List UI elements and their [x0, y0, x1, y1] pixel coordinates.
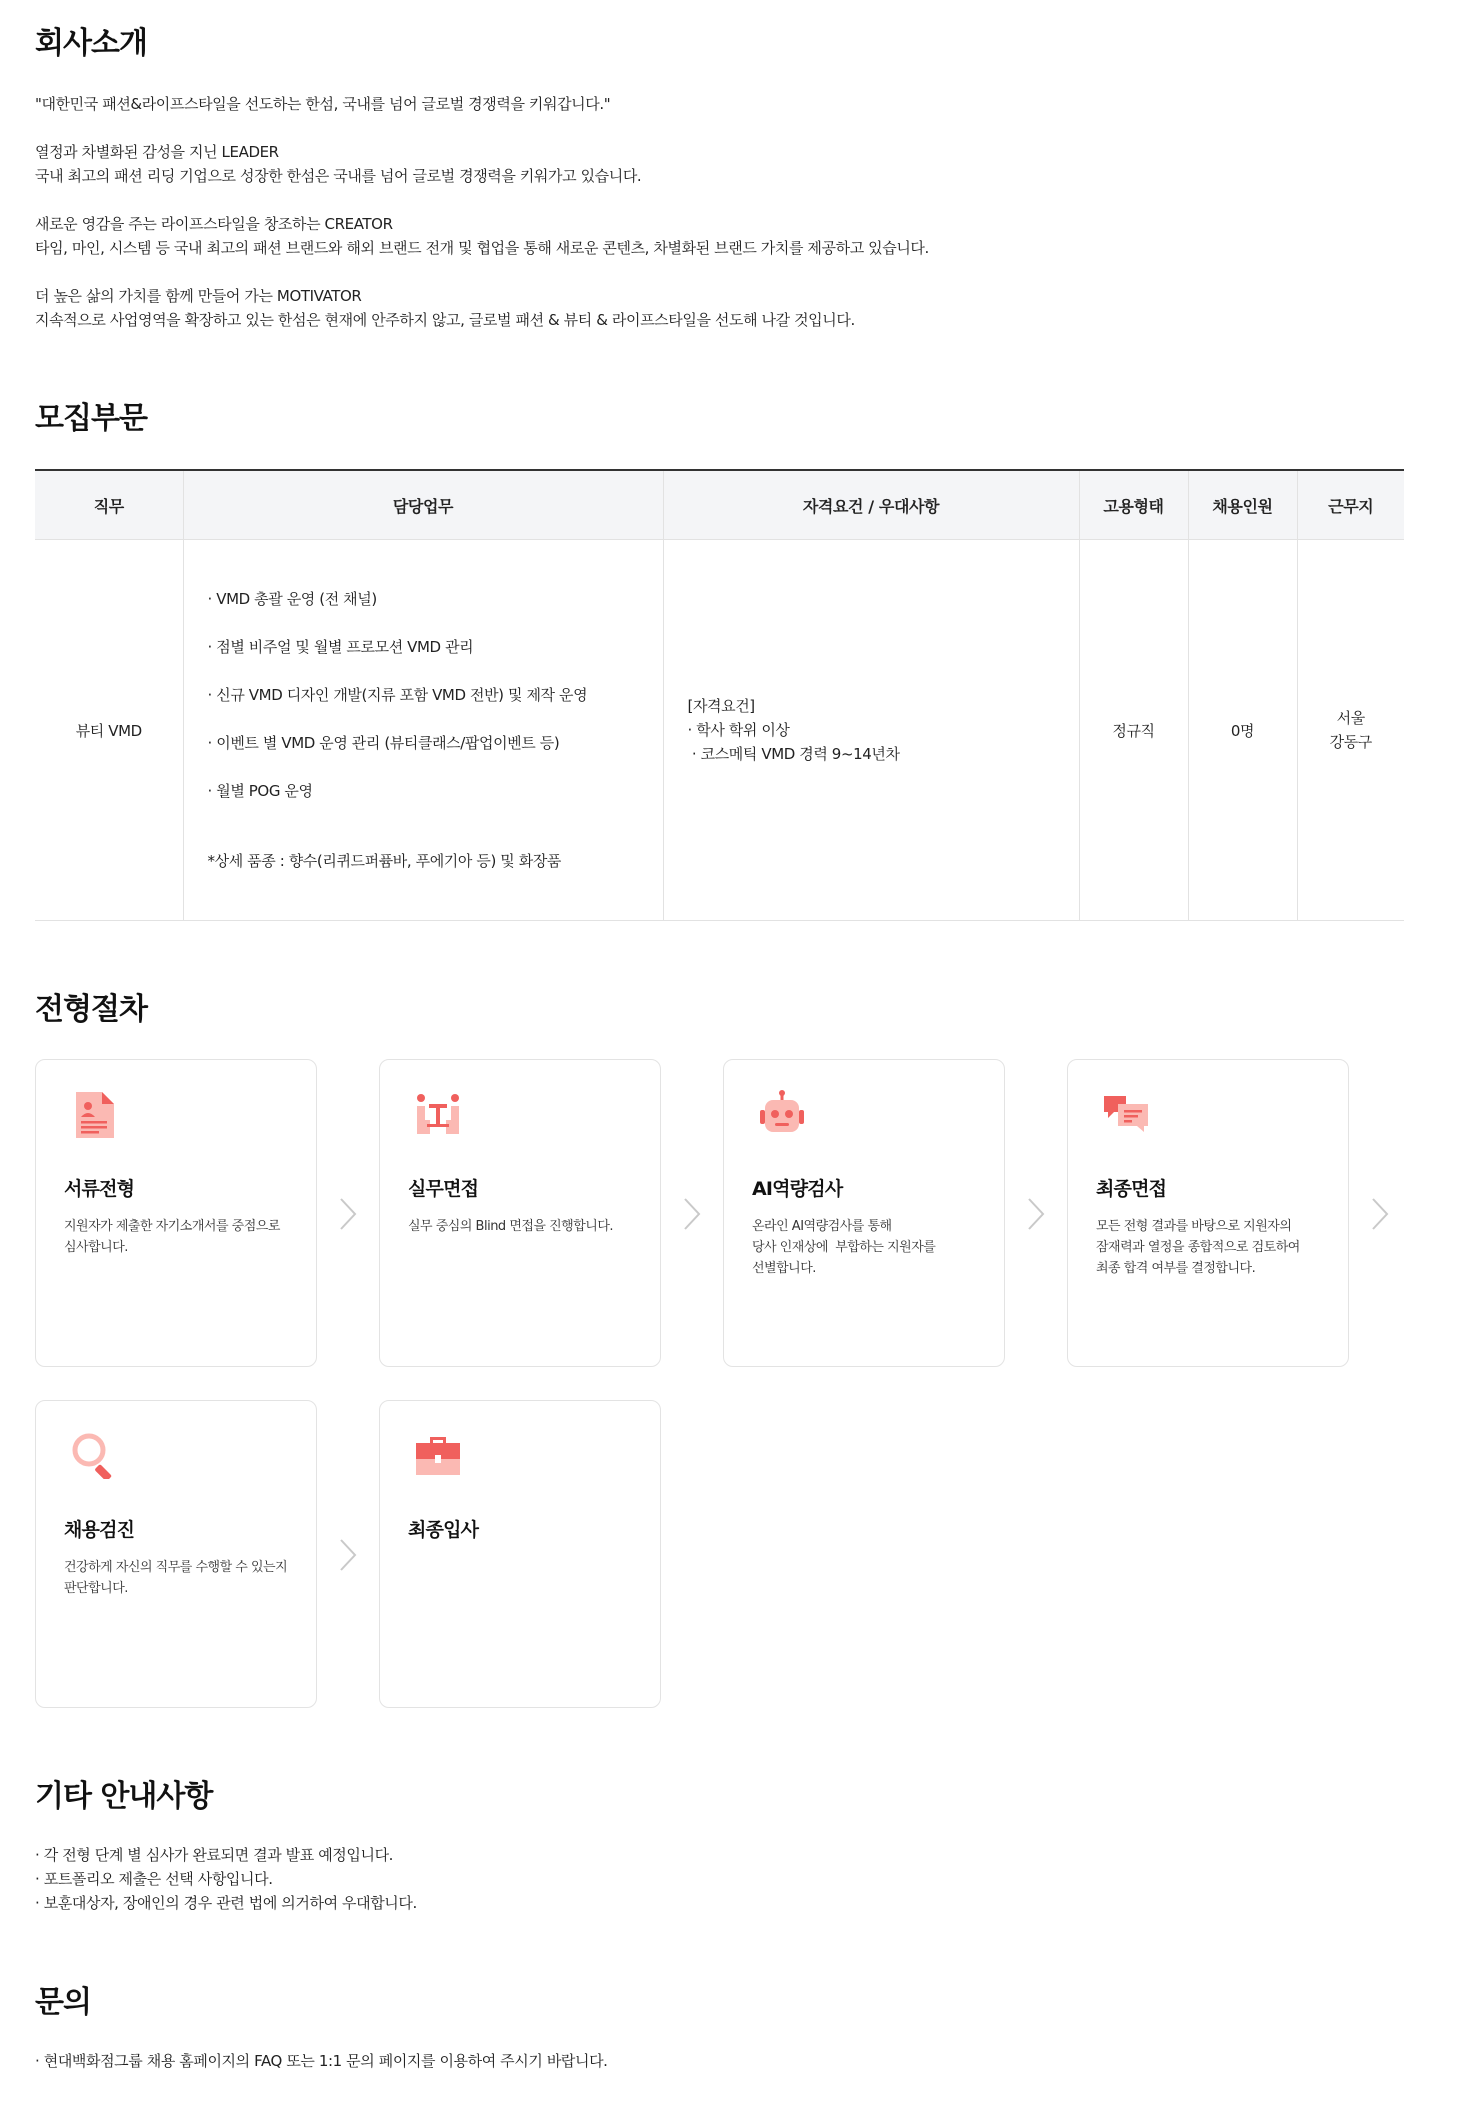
step-card-document-screening: [35, 1059, 317, 1367]
briefcase-icon: [414, 1431, 462, 1479]
qual-item: · 코스메틱 VMD 경력 9~14년차: [687, 745, 900, 763]
step-desc-line: 선별합니다.: [752, 1261, 816, 1276]
step-description: [1096, 1216, 1336, 1279]
step-card-practical-interview: [379, 1059, 661, 1367]
table-header-row: [35, 470, 1404, 540]
step-title: 채용검진: [64, 1519, 135, 1541]
duty-item: · 이벤트 별 VMD 운영 관리 (뷰티클래스/팝업이벤트 등): [207, 734, 560, 752]
duty-item: · 점별 비주얼 및 월별 프로모션 VMD 관리: [207, 638, 474, 656]
cell-job: 뷰티 VMD: [35, 540, 183, 921]
chat-icon: [1102, 1090, 1150, 1138]
step-title: 최종입사: [408, 1519, 479, 1541]
step-card-ai-assessment: [723, 1059, 1005, 1367]
chevron-right-icon: [338, 1197, 358, 1231]
step-title: AI역량검사: [752, 1178, 843, 1200]
step-desc-line: 당사 인재상에 부합하는 지원자를: [752, 1240, 936, 1255]
step-title: 최종면접: [1096, 1178, 1167, 1200]
list-item: · 각 전형 단계 별 심사가 완료되면 결과 발표 예정입니다.: [35, 1846, 394, 1864]
section-title-contact: 문의: [35, 1985, 91, 2020]
step-desc-line: 판단합니다.: [64, 1581, 128, 1596]
header-job: 직무: [35, 470, 183, 540]
document-icon: [70, 1090, 118, 1138]
header-duties: 담당업무: [183, 470, 663, 540]
duty-item: · 신규 VMD 디자인 개발(지류 포함 VMD 전반) 및 제작 운영: [207, 686, 588, 704]
list-item: · 포트폴리오 제출은 선택 사항입니다.: [35, 1870, 273, 1888]
intro-creator-body: 타임, 마인, 시스템 등 국내 최고의 패션 브랜드와 해외 브랜드 전개 및 협업을 통해 새로운 콘텐츠, 차별화된 브랜드 가치를 제공하고 있습니다.: [35, 239, 929, 257]
intro-motivator-body: 지속적으로 사업영역을 확장하고 있는 한섬은 현재에 안주하지 않고, 글로벌 패션 & 뷰티 & 라이프스타일을 선도해 나갈 것입니다.: [35, 311, 855, 329]
intro-creator-title: 새로운 영감을 주는 라이프스타일을 창조하는 CREATOR: [35, 215, 393, 233]
chevron-right-icon: [1026, 1197, 1046, 1231]
step-card-health-check: [35, 1400, 317, 1708]
duty-item: · VMD 총괄 운영 (전 채널): [207, 590, 377, 608]
section-title-recruit: 모집부문: [35, 401, 147, 436]
intro-quote: "대한민국 패션&라이프스타일을 선도하는 한섬, 국내를 넘어 글로벌 경쟁력을 키워갑니다.": [35, 95, 611, 113]
step-desc-line: 지원자가 제출한 자기소개서를 중점으로: [64, 1219, 280, 1234]
qual-heading: [자격요건]: [687, 697, 755, 715]
location-city: 서울: [1336, 709, 1365, 727]
list-item: · 현대백화점그룹 채용 홈페이지의 FAQ 또는 1:1 문의 페이지를 이용하여 주시기 바랍니다.: [35, 2052, 608, 2070]
step-desc-line: 잠재력과 열정을 종합적으로 검토하여: [1096, 1240, 1300, 1255]
step-desc-line: 심사합니다.: [64, 1240, 128, 1255]
cell-employment-type: 정규직: [1079, 540, 1188, 921]
intro-motivator-title: 더 높은 삶의 가치를 함께 만들어 가는 MOTIVATOR: [35, 287, 362, 305]
robot-icon: [758, 1090, 806, 1138]
step-description: [64, 1557, 304, 1599]
qual-item: · 학사 학위 이상: [687, 721, 790, 739]
list-item: · 보훈대상자, 장애인의 경우 관련 법에 의거하여 우대합니다.: [35, 1894, 417, 1912]
step-title: 실무면접: [408, 1178, 479, 1200]
cell-location: [1297, 540, 1404, 921]
interview-icon: [414, 1090, 462, 1138]
intro-leader-body: 국내 최고의 패션 리딩 기업으로 성장한 한섬은 국내를 넘어 글로벌 경쟁력을 키워가고 있습니다.: [35, 167, 642, 185]
section-title-other: 기타 안내사항: [35, 1779, 213, 1814]
other-info-list: [35, 1843, 417, 1915]
magnifier-icon: [70, 1431, 118, 1479]
company-intro: [35, 92, 1415, 356]
step-card-final-interview: [1067, 1059, 1349, 1367]
step-title: 서류전형: [64, 1178, 135, 1200]
duty-item: · 월별 POG 운영: [207, 782, 313, 800]
cell-duties: [183, 540, 663, 921]
chevron-right-icon: [1370, 1197, 1390, 1231]
chevron-right-icon: [338, 1538, 358, 1572]
chevron-right-icon: [682, 1197, 702, 1231]
step-description: [752, 1216, 992, 1279]
header-qualifications: 자격요건 / 우대사항: [663, 470, 1079, 540]
section-title-process: 전형절차: [35, 992, 147, 1027]
step-card-final-hire: [379, 1400, 661, 1708]
section-title-company: 회사소개: [35, 26, 147, 61]
location-district: 강동구: [1329, 733, 1372, 751]
step-description: [408, 1216, 648, 1237]
header-location: 근무지: [1297, 470, 1404, 540]
cell-headcount: 0명: [1188, 540, 1297, 921]
header-employment-type: 고용형태: [1079, 470, 1188, 540]
contact-list: [35, 2049, 608, 2073]
step-description: [64, 1216, 304, 1258]
job-table: [35, 469, 1404, 921]
step-desc-line: 실무 중심의 Blind 면접을 진행합니다.: [408, 1219, 614, 1234]
header-headcount: 채용인원: [1188, 470, 1297, 540]
duty-note: *상세 품종 : 향수(리퀴드퍼퓸바, 푸에기아 등) 및 화장품: [207, 852, 561, 870]
table-row: [35, 540, 1404, 921]
cell-qualifications: [663, 540, 1079, 921]
step-desc-line: 온라인 AI역량검사를 통해: [752, 1219, 892, 1234]
intro-leader-title: 열정과 차별화된 감성을 지닌 LEADER: [35, 143, 279, 161]
step-desc-line: 모든 전형 결과를 바탕으로 지원자의: [1096, 1219, 1292, 1234]
step-desc-line: 최종 합격 여부를 결정합니다.: [1096, 1261, 1256, 1276]
step-desc-line: 건강하게 자신의 직무를 수행할 수 있는지: [64, 1560, 288, 1575]
